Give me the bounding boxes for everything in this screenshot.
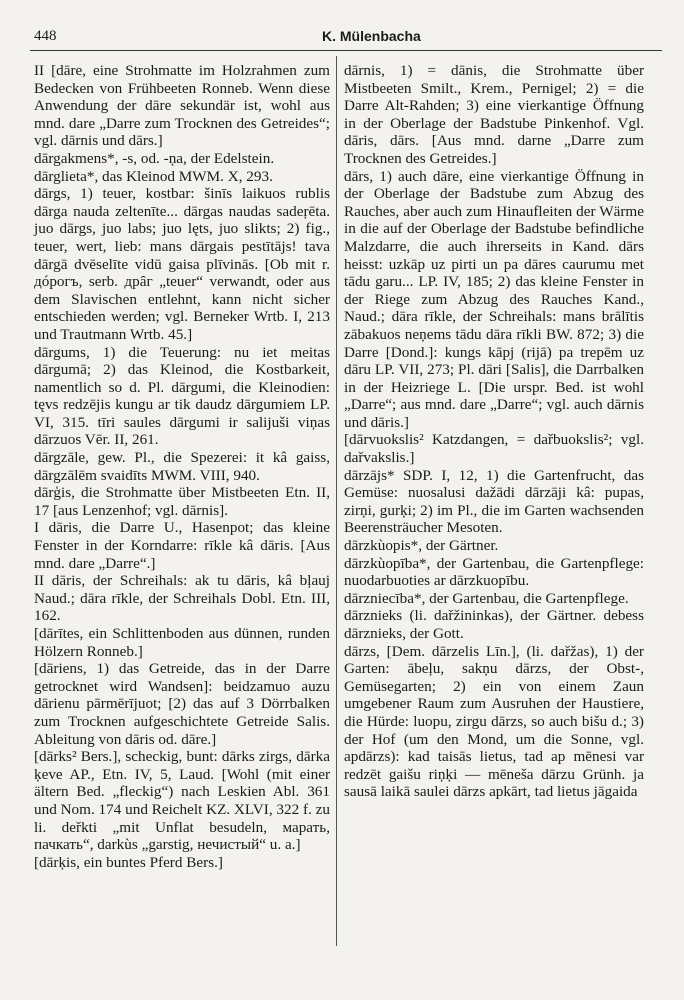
entry-daris-2: II dāris, der Schreihals: ak tu dāris, kâ bļauj Naud.; dāra rīkle, der Schreihals Dobl. Etn. III, 162. <box>34 572 330 625</box>
entry-dargakmens: dārgakmens*, -s, od. -ņa, der Edelstein. <box>34 149 275 167</box>
page-header <box>30 26 660 48</box>
left-column <box>34 62 330 871</box>
entry-daris-1: I dāris, die Darre U., Hasenpot; das kleine Fenster in der Korndarre: rīkle kâ dāris. [Aus mnd. dare „Darre“.] <box>34 519 330 572</box>
right-column <box>344 62 644 801</box>
entry-darznieciba: dārzniecība*, der Gartenbau, die Gartenpflege. <box>344 589 629 607</box>
running-title: K. Mülenbacha <box>322 28 421 44</box>
entry-darzajs: dārzājs* SDP. I, 12, 1) die Gartenfrucht, das Gemüse: nuosalusi dažādi dārzāji kâ: pupas, zirņi, gurķi; 2) im Pl., die im Garten wachsenden Beerensträucher Mesoten. <box>344 466 644 537</box>
entry-darnis: dārnis, 1) = dānis, die Strohmatte über Mistbeeten Smilt., Krem., Pernigel; 2) = die Darre Alt-Rahden; 3) eine vierkantige Öffnung in der Oberlage der Badstube Pinkenhof. Vgl. dāris, dārs. [Aus mnd. darne „Darre zum Trocknen des Getreides.] <box>344 62 644 167</box>
entry-darkis: [dārķis, ein buntes Pferd Bers.] <box>34 853 223 871</box>
entry-darzkuopiba: dārzkùopība*, der Gartenbau, die Gartenpflege: nuodarbuoties ar dārzkuopību. <box>344 554 644 590</box>
entry-darzs: dārzs, [Dem. dārzelis Līn.], (li. dařžas), 1) der Garten: ābeļu, sakņu dārzs, der Obst-, Gemüsegarten; 2) ein von einem Zaun umgebener Raum zum Ausruhen der Haustiere, die Hürde: luopu, zirgu dārzs, so auch bišu d.; 3) der Hof (um den Mond, um die Sonne, vgl. apdārzs): kad taisās lietus, tad ap mēnesi var redzēt gaišu riņķi — mēneša dārzu Grünh. ja sausā laikā saulei dārzs apkārt, tad lietus jāgaida <box>344 642 644 801</box>
entry-darites: [dārītes, ein Schlittenboden aus dünnen, runden Hölzern Ronneb.] <box>34 625 330 660</box>
entry-darznieks: dārznieks (li. dařžininkas), der Gärtner. debess dārznieks, der Gott. <box>344 607 644 642</box>
entry-dare: II [dāre, eine Strohmatte im Holzrahmen zum Bedecken von Frühbeeten Ronneb. Wenn diese Anwendung der dāre sekundär ist, wohl aus mnd. dare „Darre zum Trocknen des Getreides“; vgl. dārnis und dārs.] <box>34 62 330 150</box>
entry-darks: [dārks² Bers.], scheckig, bunt: dārks zirgs, dārka ķeve AP., Etn. IV, 5, Laud. [Wohl (mit einer ältern Bed. „fleckig“) nach Leskien Abl. 361 und Nom. 174 und Reichelt KZ. XLVI, 322 f. zu li. deřkti „mit Unflat besudeln, марать, пачкать“, darkùs „garstig, нечистый“ u. a.] <box>34 748 330 854</box>
entry-dargis: dārģis, die Strohmatte über Mistbeeten Etn. II, 17 [aus Lenzenhof; vgl. dārnis]. <box>34 484 330 519</box>
page-number: 448 <box>34 28 57 44</box>
entry-dargs: dārgs, 1) teuer, kostbar: šinīs laikuos rublis dārga nauda zeltenīte... dārgas naudas sadeŗēta. juo dārgs, juo labs; juo lęts, juo slikts; 2) fig., teuer, wert, lieb: mans dārgais pestītājs! tava dārgā dvēselīte vidū gaisa plīvinās. [Ob mit r. дóрогъ, serb. дрȃг „teuer“ verwandt, oder aus dem Slavischen entlehnt, kann nicht sicher entschieden werden; vgl. Berneker Wrtb. I, 213 und Trautmann Wrtb. 45.] <box>34 185 330 343</box>
entry-darzkuopis: dārzkùopis*, der Gärtner. <box>344 537 499 555</box>
entry-dars: dārs, 1) auch dāre, eine vierkantige Öffnung in der Oberlage der Badstube zum Abzug des Rauches, aber auch zum Hinaufleiten der Wärme in die auf der Oberlage der Badstube befindliche Malzdarre, die auch ihrerseits in Kand. dārs heisst: uzkāp uz pirti un pa dāres caurumu met tādu garu... LP. IV, 185; 2) das kleine Fenster in der Riege zum Abzug des Rauches Kand., Naud.; dāra rīkle, der Schreihals: mans brālītis zābakuos neņems tādu dāra rīkli BW. 872; 3) die Darre [Dond.]: kungs kāpj (rijā) pa trepēm uz dāru LP. VII, 273; Pl. dāri [Salis], die Darrbalken in der Heizriege L. [Die urspr. Bed. ist wohl „Darre“; aus mnd. dare „Darre“; vgl. auch dārnis und dāris.] <box>344 167 644 431</box>
entry-dargums: dārgums, 1) die Teuerung: nu iet meitas dārgumā; 2) das Kleinod, die Kostbarkeit, namentlich so d. Pl. dārgumi, die Kleinodien: tęvs redzējis kungu ar tik daudz dārgumiem LP. VI, 315. tīri saules dārgumi ir salijuši viņas dārzuos Vēr. II, 261. <box>34 343 330 449</box>
header-rule <box>30 50 662 51</box>
entry-dargzale: dārgzāle, gew. Pl., die Spezerei: it kâ gaiss, dārgzālēm svaidīts MWM. VIII, 940. <box>34 449 330 484</box>
column-divider <box>336 56 337 946</box>
entry-darvuokslis: [dārvuokslis² Katzdangen, = dařbuokslis²; vgl. dařvakslis.] <box>344 431 644 467</box>
entry-darglieta: dārglieta*, das Kleinod MWM. X, 293. <box>34 167 273 185</box>
entry-dariens: [dāriens, 1) das Getreide, das in der Darre getrocknet wird Wandsen]: beidzamuo auzu dārienu pārmērījuot; [2) das auf 3 Dörrbalken zum Trocknen aufgeschichtete Getreide Salis. Ableitung von dāris od. dāre.] <box>34 660 330 748</box>
